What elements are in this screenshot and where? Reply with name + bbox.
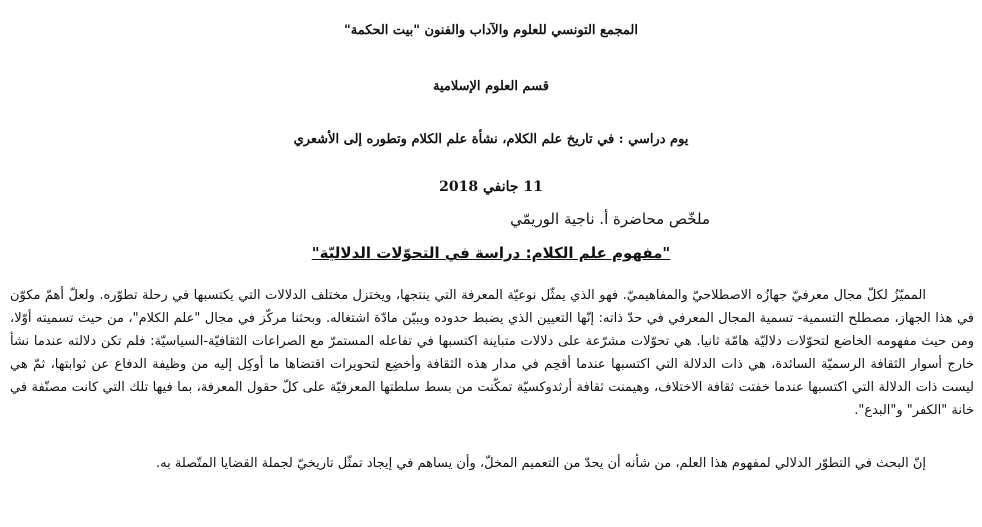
lecture-title: "مفهوم علم الكلام: دراسة في التحوّلات الدلاليّة"	[311, 244, 671, 262]
summary-paragraph-1: المميّزُ لكلّ مجال معرفيّ جهازُه الاصطلاحيّ والمفاهيميّ. فهو الذي يمثّل نوعيّة المعرفة التي ينتجها، ويختزل مختلف الدلالات التي يكتسبها في رحلة تطوّره. ولعلّ أهمّ مكوّن في هذا الجهاز، مصطلح التسمية- تسمية المجال المعرفي في حدّ ذاته: إنّها التعيين الذي يضبط حدوده ويبيّن مادّة اشتغاله. وبحثنا مركّز في مجال "علم الكلام"، من حيث تسميته أوّلا، ومن حيث مفهومه الخاضع لتحوّلات دلاليّة هامّة ثانيا. هي تحوّلات مشرّعة على دلالات متباينة اكتسبها في تفاعله المستمرّ مع الصراعات الثقافيّة-السياسيّة: فلم تكن دلالته عندما نشأ خارج أسوار الثقافة الرسميّة السائدة، هي ذات الدلالة التي اكتسبها عندما أقحِم في مدار هذه الثقافة وأخضِع لتحويرات اقتضاها ما أوكِل إليه من وظيفة الدفاع عن ثوابتها، ثمّ هي ليست ذات الدلالة التي اكتسبها عندما خفتت ثقافة الاختلاف، وهيمنت ثقافة أرثدوكسيّة تمكّنت من بسط سلطتها المعرفيّة على كلّ حقول المعرفة، بما فيها تلك التي كانت مصنّفة في خانة "الكفر" و"البدع".	[10, 288, 974, 418]
summary-paragraph-2: إنّ البحث في التطوّر الدلالي لمفهوم هذا العلم، من شأنه أن يحدّ من التعميم المخلّ، وأن يساهم في إيجاد تمثّل تاريخيّ لجملة القضايا المتّصلة به.	[156, 456, 926, 471]
lecture-author-line: ملخّص محاضرة أ. ناجية الوريمّي	[510, 210, 710, 228]
institution-name: المجمع التونسي للعلوم والآداب والفنون "بيت الحكمة"	[344, 23, 638, 38]
event-date: 11 جانفي 2018	[439, 179, 543, 195]
study-day-heading: يوم دراسي : في تاريخ علم الكلام، نشأة علم الكلام وتطوره إلى الأشعري	[293, 132, 689, 147]
department-name: قسم العلوم الإسلامية	[433, 79, 549, 94]
